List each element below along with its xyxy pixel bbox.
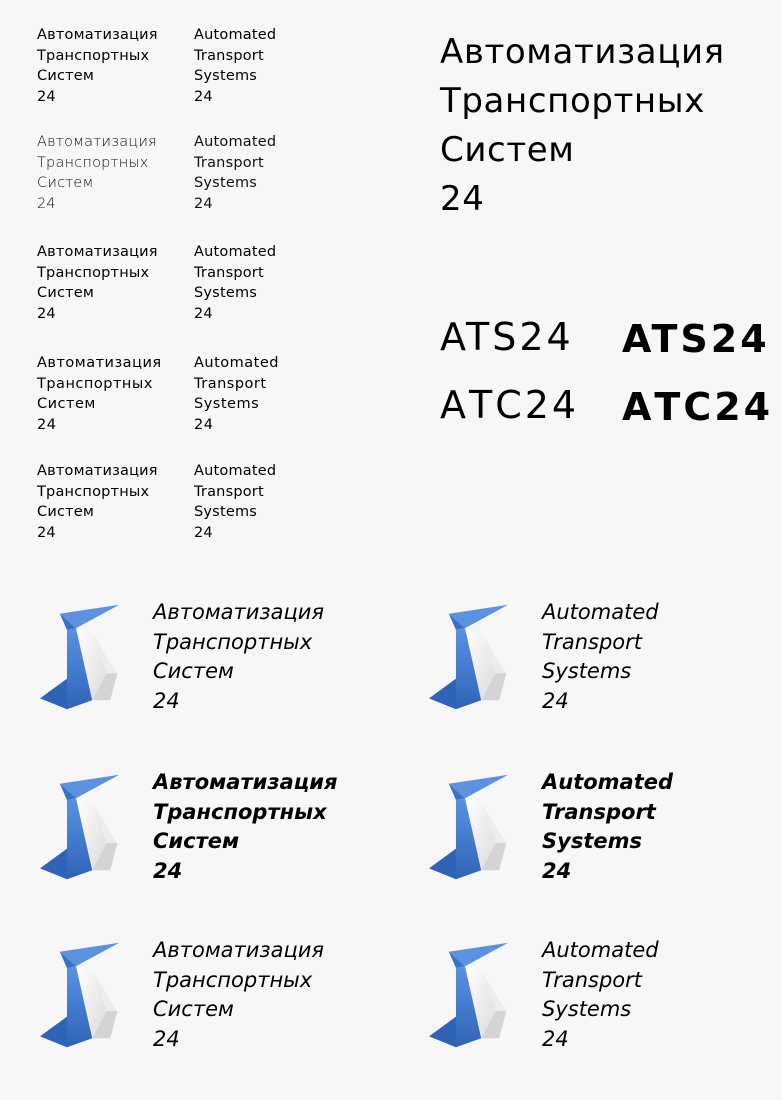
logo-line: Systems — [542, 659, 632, 683]
specimen-line: 24 — [194, 525, 213, 542]
specimen-line: 24 — [440, 179, 485, 219]
logo-wordmark — [542, 598, 659, 716]
abbr-cyrillic-regular: АТС24 — [440, 383, 580, 427]
abbr-latin-bold: ATS24 — [622, 317, 770, 361]
specimen-line: 24 — [194, 196, 213, 213]
logo-line: Automated — [542, 600, 659, 624]
logo-line: 24 — [542, 688, 569, 713]
logo-line: 24 — [153, 1026, 180, 1051]
specimen-line: 24 — [37, 306, 56, 323]
logo-line: Транспортных — [153, 967, 313, 992]
specimen-line: 24 — [37, 89, 56, 106]
logo-line: Automated — [542, 938, 659, 962]
specimen-en-4 — [194, 353, 279, 436]
origami-bird-logo-icon — [40, 936, 130, 1054]
logo-line: Автоматизация — [153, 600, 325, 624]
logo-line: Transport — [542, 967, 642, 992]
logo-line: Automated — [542, 770, 674, 794]
specimen-line: Систем — [37, 68, 95, 85]
specimen-line: Систем — [37, 285, 95, 302]
origami-bird-logo-icon — [40, 768, 130, 886]
specimen-large-ru — [440, 28, 725, 224]
specimen-line: Automated — [194, 244, 277, 260]
logo-en-regular — [429, 598, 769, 728]
logo-wordmark — [542, 936, 659, 1054]
logo-line: Transport — [542, 629, 642, 654]
specimen-line: Transport — [194, 264, 264, 281]
specimen-line: 24 — [37, 525, 56, 542]
specimen-line: Systems — [194, 68, 258, 85]
logo-line: 24 — [153, 858, 183, 883]
abbr-latin-regular: ATS24 — [440, 315, 574, 359]
logo-wordmark — [542, 768, 673, 886]
origami-bird-logo-icon — [429, 768, 519, 886]
origami-bird-logo-icon — [429, 936, 519, 1054]
logo-line: Транспортных — [153, 799, 327, 824]
logo-wordmark — [153, 598, 324, 716]
logo-ru-medium — [40, 936, 380, 1066]
logo-line: Transport — [542, 799, 656, 824]
specimen-line: Транспортных — [37, 375, 153, 392]
specimen-line: Automated — [194, 27, 277, 43]
specimen-ru-3 — [37, 242, 158, 325]
logo-line: Автоматизация — [153, 938, 325, 962]
specimen-line: Транспортных — [37, 154, 149, 171]
specimen-line: Automated — [194, 463, 277, 479]
logo-wordmark — [153, 936, 324, 1054]
logo-line: Systems — [542, 997, 632, 1021]
specimen-line: Automated — [194, 355, 279, 371]
specimen-line: Автоматизация — [37, 355, 162, 371]
specimen-line: Транспортных — [37, 483, 150, 500]
specimen-line: 24 — [37, 417, 57, 434]
specimen-line: Автоматизация — [37, 463, 158, 479]
specimen-line: Transport — [194, 47, 264, 64]
logo-ru-regular — [40, 598, 380, 728]
logo-en-bold — [429, 768, 769, 898]
logo-ru-bold — [40, 768, 380, 898]
logo-line: Систем — [153, 829, 240, 853]
logo-line: 24 — [153, 688, 180, 713]
logo-en-medium — [429, 936, 769, 1066]
specimen-line: Transport — [194, 154, 264, 171]
specimen-line: Транспортных — [37, 47, 150, 64]
abbr-cyrillic-bold: АТС24 — [622, 385, 774, 429]
specimen-line: Автоматизация — [37, 134, 157, 150]
specimen-line: Автоматизация — [37, 27, 158, 43]
specimen-line: Systems — [194, 175, 258, 192]
specimen-line: Транспортных — [440, 81, 705, 121]
specimen-en-2 — [194, 132, 276, 215]
specimen-line: 24 — [194, 306, 213, 323]
logo-line: Систем — [153, 659, 234, 683]
specimen-line: Автоматизация — [440, 32, 725, 72]
specimen-line: 24 — [194, 89, 213, 106]
specimen-en-3 — [194, 242, 276, 325]
logo-line: Транспортных — [153, 629, 313, 654]
logo-line: 24 — [542, 858, 572, 883]
specimen-line: Automated — [194, 134, 277, 150]
logo-line: 24 — [542, 1026, 569, 1051]
origami-bird-logo-icon — [40, 598, 130, 716]
specimen-ru-5 — [37, 461, 158, 544]
specimen-line: Систем — [37, 504, 95, 521]
specimen-en-5 — [194, 461, 276, 544]
specimen-line: 24 — [37, 196, 56, 213]
specimen-line: Systems — [194, 396, 260, 413]
logo-wordmark — [153, 768, 338, 886]
specimen-line: Transport — [194, 375, 267, 392]
specimen-line: Автоматизация — [37, 244, 158, 260]
logo-line: Systems — [542, 829, 642, 853]
specimen-line: Систем — [440, 130, 575, 170]
specimen-en-1 — [194, 25, 276, 108]
specimen-ru-4 — [37, 353, 162, 436]
specimen-line: Systems — [194, 504, 258, 521]
logo-line: Автоматизация — [153, 770, 338, 794]
logo-line: Систем — [153, 997, 234, 1021]
specimen-line: Transport — [194, 483, 264, 500]
specimen-line: Систем — [37, 175, 94, 192]
specimen-ru-1 — [37, 25, 158, 108]
specimen-line: Systems — [194, 285, 258, 302]
specimen-line: Транспортных — [37, 264, 150, 281]
origami-bird-logo-icon — [429, 598, 519, 716]
specimen-line: 24 — [194, 417, 214, 434]
specimen-ru-2 — [37, 132, 157, 215]
specimen-line: Систем — [37, 396, 96, 413]
